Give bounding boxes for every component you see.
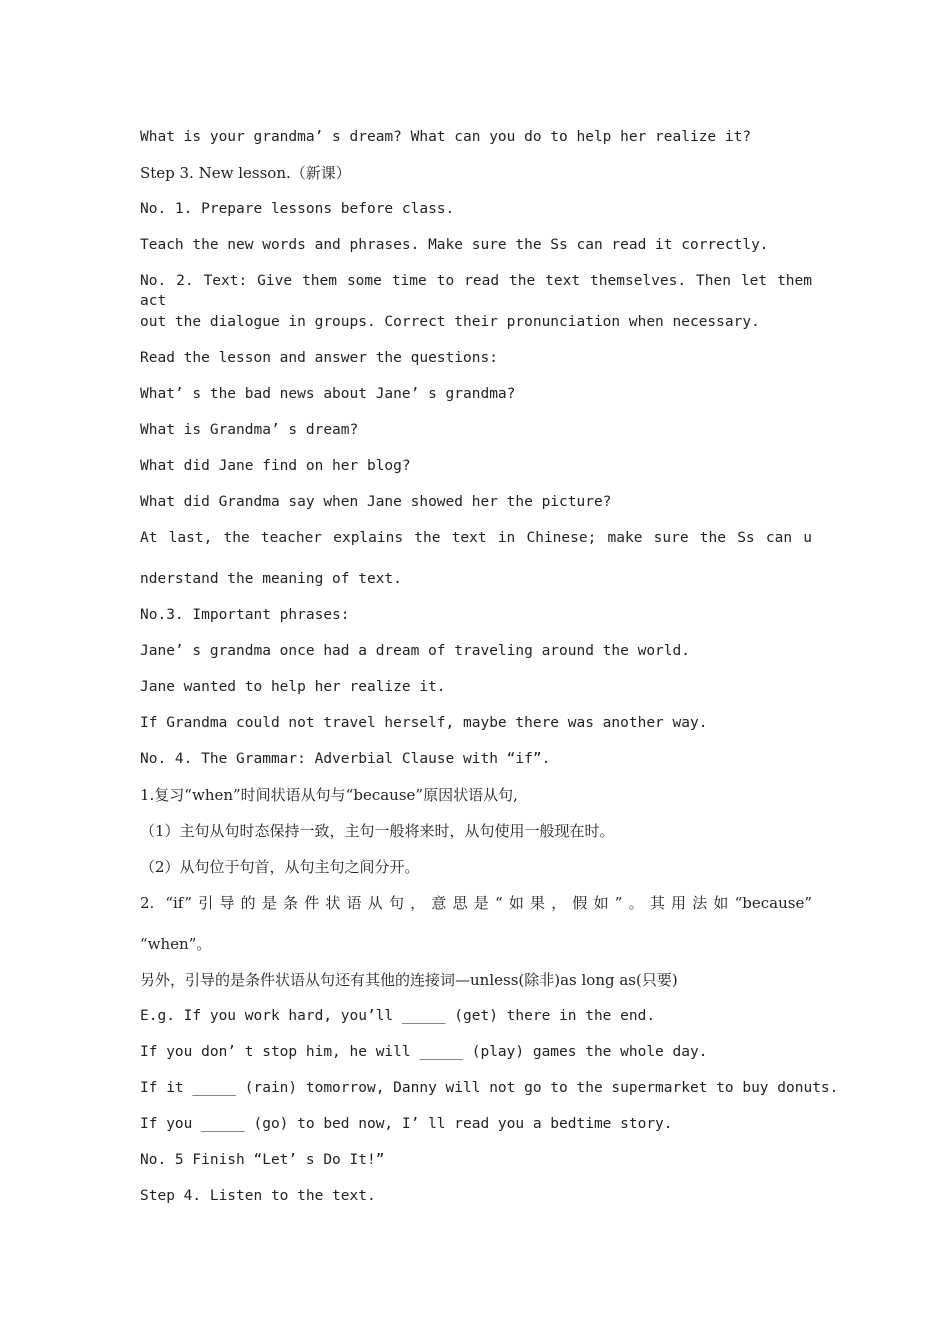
line-teacher-explains: At last, the teacher explains the text in Chinese; make sure the Ss can u (140, 530, 812, 546)
line-when-usage: “when”。 (140, 935, 212, 953)
line-understand-meaning: nderstand the meaning of text. (140, 571, 402, 587)
exercise-1: E.g. If you work hard, you’ll _____ (get) there in the end. (140, 1008, 656, 1024)
line-teach-words: Teach the new words and phrases. Make sure the Ss can read it correctly. (140, 237, 769, 253)
question-bad-news: What’ s the bad news about Jane’ s grandma? (140, 386, 516, 402)
line-dialogue-groups: out the dialogue in groups. Correct their pronunciation when necessary. (140, 314, 760, 330)
exercise-2: If you don’ t stop him, he will _____ (play) games the whole day. (140, 1044, 708, 1060)
phrase-dream-traveling: Jane’ s grandma once had a dream of traveling around the world. (140, 643, 690, 659)
line-no5-finish: No. 5 Finish “Let’ s Do It!” (140, 1152, 385, 1168)
phrase-realize: Jane wanted to help her realize it. (140, 679, 446, 695)
exercise-3: If it _____ (rain) tomorrow, Danny will not go to the supermarket to buy donuts. (140, 1080, 839, 1096)
question-blog: What did Jane find on her blog? (140, 458, 411, 474)
line-tense-rule: （1）主句从句时态保持一致，主句一般将来时，从句使用一般现在时。 (140, 822, 615, 840)
line-no3-phrases: No.3. Important phrases: (140, 607, 350, 623)
line-review-when-because: 1.复习“when”时间状语从句与“because”原因状语从句, (140, 786, 518, 804)
line-no1-prepare: No. 1. Prepare lessons before class. (140, 201, 455, 217)
phrase-another-way: If Grandma could not travel herself, maybe there was another way. (140, 715, 708, 731)
line-if-condition: 2. “if”引导的是条件状语从句，意思是“如果，假如”。其用法如“because” (140, 894, 812, 912)
line-step3-heading: Step 3. New lesson.（新课） (140, 164, 351, 182)
line-no2-text: No. 2. Text: Give them some time to read the text themselves. Then let them act (140, 273, 812, 309)
question-grandma-dream: What is Grandma’ s dream? (140, 422, 359, 438)
question-picture: What did Grandma say when Jane showed her the picture? (140, 494, 612, 510)
line-other-conjunctions: 另外，引导的是条件状语从句还有其他的连接词—unless(除非)as long as(只要) (140, 971, 678, 989)
line-grandma-dream-question: What is your grandma’ s dream? What can you do to help her realize it? (140, 129, 752, 145)
exercise-4: If you _____ (go) to bed now, I’ ll read you a bedtime story. (140, 1116, 673, 1132)
line-step4-listen: Step 4. Listen to the text. (140, 1188, 376, 1204)
line-clause-position: （2）从句位于句首，从句主句之间分开。 (140, 858, 420, 876)
line-read-lesson: Read the lesson and answer the questions: (140, 350, 498, 366)
line-no4-grammar: No. 4. The Grammar: Adverbial Clause with “if”. (140, 751, 551, 767)
